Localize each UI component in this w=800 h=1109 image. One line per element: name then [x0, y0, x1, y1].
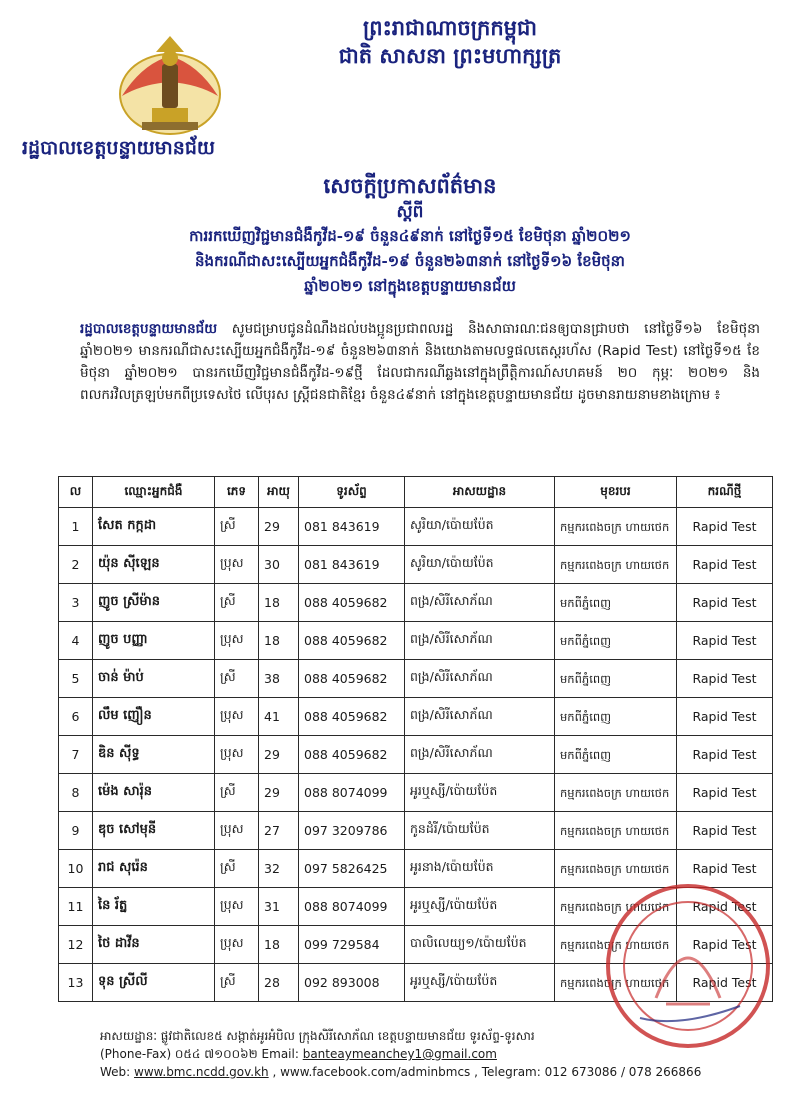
row-case: Rapid Test [677, 660, 773, 698]
row-address: អូរឬស្សី/ប៉ោយប៉ែត [405, 964, 555, 1002]
row-no: 2 [59, 546, 93, 584]
row-sex: ស្រី [215, 774, 259, 812]
row-address: អូរឬស្សី/ប៉ោយប៉ែត [405, 774, 555, 812]
col-header-address: អាសយដ្ឋាន [405, 477, 555, 508]
row-no: 11 [59, 888, 93, 926]
kingdom-title: ព្រះរាជាណាចក្រកម្ពុជា [362, 15, 537, 40]
footer-telegram: , Telegram: 012 673086 / 078 266866 [470, 1065, 702, 1079]
document-subtitle: ស្តីពី [396, 202, 424, 222]
row-name: ចាន់ ម៉ាប់ [93, 660, 215, 698]
announcement-paragraph [80, 318, 760, 406]
row-no: 5 [59, 660, 93, 698]
row-phone: 088 4059682 [299, 660, 405, 698]
row-age: 18 [259, 584, 299, 622]
row-no: 8 [59, 774, 93, 812]
footer-facebook-link[interactable]: , www.facebook.com/adminbmcs [268, 1065, 471, 1079]
row-name: ទុន ស្រីលី [93, 964, 215, 1002]
row-case: Rapid Test [677, 508, 773, 546]
row-occupation: កម្មករពេងចក្រ ហាយថេក [555, 508, 677, 546]
contact-footer [100, 1027, 790, 1081]
row-occupation: មកពីភ្នំពេញ [555, 698, 677, 736]
row-case: Rapid Test [677, 584, 773, 622]
row-occupation: មកពីភ្នំពេញ [555, 660, 677, 698]
row-occupation: កម្មករពេងចក្រ ហាយថេក [555, 926, 677, 964]
row-age: 29 [259, 508, 299, 546]
row-name: ឌិន ស៊ីទ្ធ [93, 736, 215, 774]
row-address: សូរិយា/ប៉ោយប៉ែត [405, 508, 555, 546]
row-sex: ស្រី [215, 850, 259, 888]
table-row [59, 508, 773, 546]
col-header-name: ឈ្មោះអ្នកជំងឺ [93, 477, 215, 508]
row-sex: ប្រុស [215, 698, 259, 736]
row-name: សែត កក្កដា [93, 508, 215, 546]
row-name: ញូច ស្រីម៉ាន [93, 584, 215, 622]
row-age: 31 [259, 888, 299, 926]
row-case: Rapid Test [677, 812, 773, 850]
col-header-phone: ទូរស័ព្ទ [299, 477, 405, 508]
row-occupation: មកពីភ្នំពេញ [555, 736, 677, 774]
row-phone: 099 729584 [299, 926, 405, 964]
col-header-age: អាយុ [259, 477, 299, 508]
row-age: 29 [259, 736, 299, 774]
row-phone: 088 4059682 [299, 698, 405, 736]
row-case: Rapid Test [677, 736, 773, 774]
row-case: Rapid Test [677, 850, 773, 888]
row-age: 28 [259, 964, 299, 1002]
row-sex: ប្រុស [215, 888, 259, 926]
row-no: 1 [59, 508, 93, 546]
row-occupation: កម្មករពេងចក្រ ហាយថេក [555, 964, 677, 1002]
row-age: 18 [259, 622, 299, 660]
footer-email-link[interactable]: banteaymeanchey1@gmail.com [302, 1047, 497, 1061]
subject-line-3: ឆ្នាំ២០២១ នៅក្នុងខេត្តបន្ទាយមានជ័យ [304, 277, 516, 295]
row-no: 7 [59, 736, 93, 774]
row-phone: 088 4059682 [299, 736, 405, 774]
col-header-no: ល [59, 477, 93, 508]
col-header-case: ករណីថ្មី [677, 477, 773, 508]
row-no: 13 [59, 964, 93, 1002]
table-row [59, 774, 773, 812]
row-sex: ប្រុស [215, 736, 259, 774]
row-name: រាជ សុរ៉េន [93, 850, 215, 888]
row-no: 9 [59, 812, 93, 850]
row-address: ពង្រ/សិរីសោភ័ណ [405, 698, 555, 736]
table-row [59, 584, 773, 622]
row-age: 32 [259, 850, 299, 888]
row-address: បាលិលេយ្យ១/ប៉ោយប៉ែត [405, 926, 555, 964]
row-age: 41 [259, 698, 299, 736]
footer-address: អាសយដ្ឋានៈ ផ្លូវជាតិលេខ៥ សង្កាត់អូរអំបិល ក្រុងសិរីសោភ័ណ ខេត្តបន្ទាយមានជ័យ ទូរស័ព្ទ-ទូរសារ [100, 1029, 535, 1043]
row-address: ពង្រ/សិរីសោភ័ណ [405, 584, 555, 622]
row-phone: 088 4059682 [299, 584, 405, 622]
table-row [59, 660, 773, 698]
row-no: 12 [59, 926, 93, 964]
row-occupation: កម្មករពេងចក្រ ហាយថេក [555, 546, 677, 584]
footer-web-label: Web: [100, 1065, 135, 1079]
row-address: កូនដំរី/ប៉ោយប៉ែត [405, 812, 555, 850]
table-row [59, 736, 773, 774]
row-name: ញូច បញ្ញា [93, 622, 215, 660]
footer-phone-fax: (Phone-Fax) ០៥៤ ៧១០០៦២ Email: [100, 1047, 303, 1061]
row-no: 4 [59, 622, 93, 660]
row-name: យ៉ុន ស៊ីឡេន [93, 546, 215, 584]
row-phone: 097 3209786 [299, 812, 405, 850]
row-sex: ស្រី [215, 508, 259, 546]
document-title: សេចក្តីប្រកាសព័ត៌មាន [323, 173, 497, 198]
row-name: ឌុច សៅមុនី [93, 812, 215, 850]
table-row [59, 622, 773, 660]
row-address: ពង្រ/សិរីសោភ័ណ [405, 736, 555, 774]
row-occupation: មកពីភ្នំពេញ [555, 584, 677, 622]
row-age: 29 [259, 774, 299, 812]
row-phone: 081 843619 [299, 546, 405, 584]
footer-contact-line [100, 1045, 790, 1063]
row-no: 10 [59, 850, 93, 888]
row-sex: ស្រី [215, 584, 259, 622]
row-address: ពង្រ/សិរីសោភ័ណ [405, 622, 555, 660]
row-sex: ស្រី [215, 964, 259, 1002]
footer-web-line [100, 1063, 790, 1081]
col-header-occupation: មុខរបរ [555, 477, 677, 508]
row-sex: ប្រុស [215, 622, 259, 660]
row-no: 3 [59, 584, 93, 622]
table-row [59, 546, 773, 584]
row-phone: 097 5826425 [299, 850, 405, 888]
row-case: Rapid Test [677, 926, 773, 964]
issuing-authority: រដ្ឋបាលខេត្តបន្ទាយមានជ័យ [22, 137, 215, 159]
row-case: Rapid Test [677, 774, 773, 812]
royal-emblem-icon [112, 34, 228, 140]
row-age: 30 [259, 546, 299, 584]
table-row [59, 812, 773, 850]
row-sex: ស្រី [215, 660, 259, 698]
subject-line-1: ការរកឃើញវិជ្ជមានជំងឺកូវីដ-១៩ ចំនួន៤៩នាក់ នៅថ្ងៃទី១៥ ខែមិថុនា ឆ្នាំ២០២១ [189, 227, 631, 245]
row-address: អូរនាង/ប៉ោយប៉ែត [405, 850, 555, 888]
row-phone: 088 8074099 [299, 888, 405, 926]
row-sex: ប្រុស [215, 812, 259, 850]
row-age: 18 [259, 926, 299, 964]
row-case: Rapid Test [677, 622, 773, 660]
row-phone: 092 893008 [299, 964, 405, 1002]
row-occupation: កម្មករពេងចក្រ ហាយថេក [555, 850, 677, 888]
row-occupation: មកពីភ្នំពេញ [555, 622, 677, 660]
row-occupation: កម្មករពេងចក្រ ហាយថេក [555, 774, 677, 812]
row-name: ម៉េង សារ៉ុន [93, 774, 215, 812]
row-occupation: កម្មករពេងចក្រ ហាយថេក [555, 888, 677, 926]
paragraph-lead: រដ្ឋបាលខេត្តបន្ទាយមានជ័យ [80, 321, 218, 337]
subject-line-2: និងករណីជាសះស្បើយអ្នកជំងឺកូវីដ-១៩ ចំនួន២៦៣នាក់ នៅថ្ងៃទី១៦ ខែមិថុនា [195, 252, 625, 270]
row-address: អូរឬស្សី/ប៉ោយប៉ែត [405, 888, 555, 926]
document-heading [90, 172, 730, 299]
national-motto [220, 14, 680, 70]
table-header-row [59, 477, 773, 508]
row-case: Rapid Test [677, 698, 773, 736]
row-case: Rapid Test [677, 888, 773, 926]
row-name: ថៃ ដាវីន [93, 926, 215, 964]
col-header-sex: ភេទ [215, 477, 259, 508]
paragraph-text: សូមជម្រាបជូនដំណឹងដល់បងប្អូនប្រជាពលរដ្ឋ និងសាធារណៈជនឲ្យបានជ្រាបថា នៅថ្ងៃទី១៦ ខែមិថុនា ឆ្នាំ២០២១ មានករណីជាសះស្បើយអ្នកជំងឺកូវីដ-១៩ ចំនួន២៦៣នាក់ និងយោងតាមលទ្ធផលតេស្តរហ័ស (Rapid Test) នៅថ្ងៃទី១៥ ខែមិថុនា ឆ្នាំ២០២១ បានរកឃើញវិជ្ជមានជំងឺកូវីដ-១៩ថ្មី ដែលជាករណីឆ្លងនៅក្នុងព្រឹត្តិការណ៍សហគមន៍ ២០ កុម្ភៈ ២០២១ និងពលករវិលត្រឡប់មកពីប្រទេសថៃ លើបុរស ស្ត្រីជនជាតិខ្មែរ ចំនួន៤៩នាក់ នៅក្នុងខេត្តបន្ទាយមានជ័យ ដូចមានរាយនាមខាងក្រោម ៖ [80, 321, 760, 403]
row-name: នៃ រ័ត្ន [93, 888, 215, 926]
row-age: 27 [259, 812, 299, 850]
row-case: Rapid Test [677, 546, 773, 584]
row-case: Rapid Test [677, 964, 773, 1002]
table-row [59, 698, 773, 736]
row-address: ពង្រ/សិរីសោភ័ណ [405, 660, 555, 698]
row-address: សូរិយា/ប៉ោយប៉ែត [405, 546, 555, 584]
row-phone: 088 4059682 [299, 622, 405, 660]
row-sex: ប្រុស [215, 546, 259, 584]
row-occupation: កម្មករពេងចក្រ ហាយថេក [555, 812, 677, 850]
row-age: 38 [259, 660, 299, 698]
footer-website-link[interactable]: www.bmc.ncdd.gov.kh [134, 1065, 269, 1079]
row-no: 6 [59, 698, 93, 736]
row-sex: ប្រុស [215, 926, 259, 964]
nation-religion-king: ជាតិ សាសនា ព្រះមហាក្សត្រ [338, 43, 562, 68]
row-name: លឹម ញឿន [93, 698, 215, 736]
row-phone: 081 843619 [299, 508, 405, 546]
row-phone: 088 8074099 [299, 774, 405, 812]
